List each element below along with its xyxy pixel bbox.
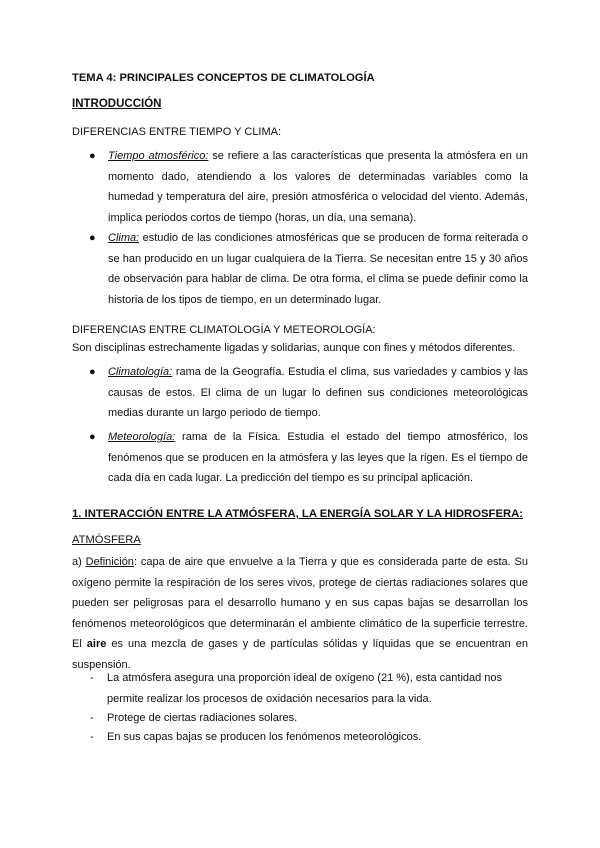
dash-text: Protege de ciertas radiaciones solares. xyxy=(107,712,298,724)
definition-meteorologia: rama de la Física. Estudia el estado del tiempo atmosférico, los fenómenos que se producen en la atmósfera y las leyes que la rigen. Es el tiempo de cada día en cada lugar. La predicción del tiempo es su principal aplicación. xyxy=(108,431,528,484)
document-title: TEMA 4: PRINCIPALES CONCEPTOS DE CLIMATOLOGÍA xyxy=(72,72,375,84)
definition-clima: estudio de las condiciones atmosféricas que se producen de forma reiterada o se han producido en un lugar cualquiera de la Tierra. Se necesitan entre 15 y 30 años de observación para hablar de clima. De otra forma, el clima se puede definir como la historia de los tipos de tiempo, en un determinado lugar. xyxy=(108,232,528,306)
bullet-meteorologia xyxy=(89,427,528,489)
dash-item-fenomenos xyxy=(90,727,530,748)
definition-label: Definición xyxy=(85,556,134,568)
diff-intro-text: Son disciplinas estrechamente ligadas y solidarias, aunque con fines y métodos diferentes. xyxy=(72,342,516,354)
bullet-icon: ● xyxy=(89,232,96,244)
definition-climatologia: rama de la Geografía. Estudia el clima, sus variedades y cambios y las causas de estos. El clima de un lugar lo definen sus condiciones meteorológicas medias durante un largo periodo de tiempo. xyxy=(108,366,528,419)
dash-icon: - xyxy=(90,731,94,743)
bullet-icon: ● xyxy=(89,150,96,162)
bullet-icon: ● xyxy=(89,431,96,443)
term-meteorologia: Meteorología: xyxy=(108,431,176,443)
definition-text-1: : capa de aire que envuelve a la Tierra y que es considerada parte de esta. Su oxígeno permite la respiración de los seres vivos, protege de ciertas radiaciones solares que pueden ser peligrosas para el desarrollo humano y en sus capas bajas se desarrollan los fenómenos meteorológicos que determinarán el ambiente climático de la superficie terrestre. El xyxy=(72,556,528,650)
term-tiempo: Tiempo atmosférico: xyxy=(108,150,209,162)
definition-paragraph xyxy=(72,552,528,675)
dash-item-radiaciones xyxy=(90,708,530,729)
definition-prefix: a) xyxy=(72,556,86,568)
term-clima: Clima: xyxy=(108,232,140,244)
dash-item-oxigeno xyxy=(90,668,530,709)
diff-tiempo-clima-heading: DIFERENCIAS ENTRE TIEMPO Y CLIMA: xyxy=(72,126,282,138)
bullet-icon: ● xyxy=(89,366,96,378)
bullet-climatologia xyxy=(89,362,528,424)
definition-tiempo: se refiere a las características que presenta la atmósfera en un momento dado, atendiendo a los valores de determinadas variables como la humedad y temperatura del aire, presión atmosférica o velocidad del viento. Además, implica periodos cortos de tiempo (horas, un día, una semana). xyxy=(108,150,528,224)
definition-bold-term: aire xyxy=(86,638,107,650)
atmosfera-heading: ATMÓSFERA xyxy=(72,534,141,546)
bullet-tiempo-atmosferico xyxy=(89,146,528,228)
dash-icon: - xyxy=(90,672,94,684)
diff-climatologia-meteorologia-heading: DIFERENCIAS ENTRE CLIMATOLOGÍA Y METEOROLOGÍA: xyxy=(72,324,376,336)
dash-text: En sus capas bajas se producen los fenómenos meteorológicos. xyxy=(107,731,422,743)
definition-text-2: es una mezcla de gases y de partículas sólidas y líquidas que se encuentran en suspensión. xyxy=(72,638,528,671)
bullet-clima xyxy=(89,228,528,310)
dash-text: La atmósfera asegura una proporción ideal de oxígeno (21 %), esta cantidad nos permite realizar los procesos de oxidación necesarios para la vida. xyxy=(107,672,503,705)
term-climatologia: Climatología: xyxy=(108,366,173,378)
section-1-heading: 1. INTERACCIÓN ENTRE LA ATMÓSFERA, LA ENERGÍA SOLAR Y LA HIDROSFERA: xyxy=(72,508,524,520)
intro-heading: INTRODUCCIÓN xyxy=(72,98,162,110)
dash-icon: - xyxy=(90,712,94,724)
